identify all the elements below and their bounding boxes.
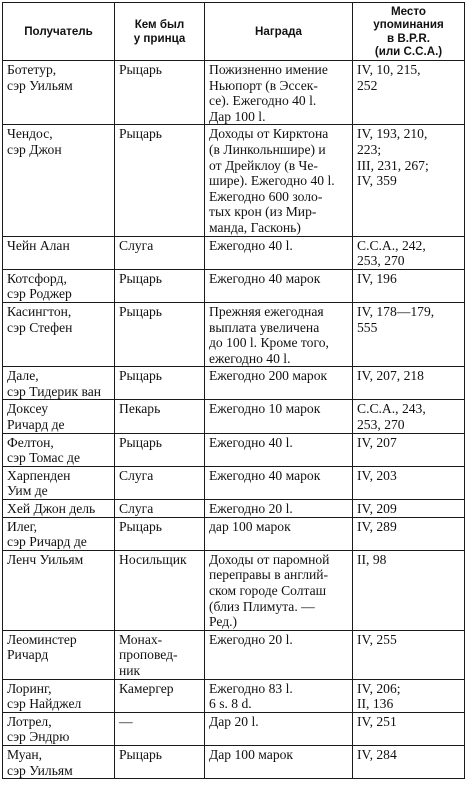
cell-role: Слуга (115, 236, 205, 269)
cell-recipient: Ленч Уильям (3, 550, 115, 630)
awards-table (2, 2, 465, 779)
cell-role: Рыцарь (115, 302, 205, 366)
table-row (3, 433, 465, 466)
cell-recipient: Харпенден Уим де (3, 466, 115, 499)
cell-award: дар 100 марок (205, 517, 353, 550)
cell-reference: IV, 10, 215, 252 (353, 61, 465, 125)
cell-recipient: Доксеу Ричард де (3, 400, 115, 433)
cell-recipient: Леоминстер Ричард (3, 630, 115, 679)
cell-award: Ежегодно 20 l. (205, 500, 353, 518)
cell-role: Рыцарь (115, 433, 205, 466)
cell-role: Рыцарь (115, 745, 205, 778)
cell-reference: C.C.A., 243, 253, 270 (353, 400, 465, 433)
cell-recipient: Илег, сэр Ричард де (3, 517, 115, 550)
cell-reference: IV, 196 (353, 269, 465, 302)
table-row (3, 400, 465, 433)
cell-recipient: Ботетур, сэр Уильям (3, 61, 115, 125)
cell-award: Ежегодно 40 l. (205, 236, 353, 269)
cell-award: Ежегодно 20 l. (205, 630, 353, 679)
cell-role: Камергер (115, 679, 205, 712)
table-header-row (3, 3, 465, 61)
header-reference: Место упоминания в B.P.R. (или С.С.А.) (353, 3, 465, 61)
cell-role: Рыцарь (115, 517, 205, 550)
cell-role: Рыцарь (115, 125, 205, 236)
cell-award: Дар 20 l. (205, 712, 353, 745)
table-row (3, 236, 465, 269)
cell-reference: IV, 207, 218 (353, 367, 465, 400)
cell-award: Доходы от Кирктона (в Линкольншире) и от Дрейклоу (в Че- шире). Ежегодно 40 l. Ежегодно 600 золо- тых крон (из Мир- манда, Гасконь) (205, 125, 353, 236)
table-row (3, 367, 465, 400)
cell-award: Пожизненно имение Ньюпорт (в Эссек- се). Ежегодно 40 l. Дар 100 l. (205, 61, 353, 125)
cell-role: Рыцарь (115, 269, 205, 302)
cell-reference: IV, 207 (353, 433, 465, 466)
cell-role: Пекарь (115, 400, 205, 433)
cell-recipient: Лотрел, сэр Эндрю (3, 712, 115, 745)
cell-reference: IV, 203 (353, 466, 465, 499)
cell-award: Прежняя ежегодная выплата увеличена до 100 l. Кроме того, ежегодно 40 l. (205, 302, 353, 366)
table-row (3, 679, 465, 712)
cell-award: Ежегодно 40 марок (205, 466, 353, 499)
table-row (3, 466, 465, 499)
cell-role: — (115, 712, 205, 745)
cell-role: Носильщик (115, 550, 205, 630)
cell-award: Ежегодно 10 марок (205, 400, 353, 433)
cell-reference: IV, 284 (353, 745, 465, 778)
header-role: Кем был у принца (115, 3, 205, 61)
cell-award: Ежегодно 83 l. 6 s. 8 d. (205, 679, 353, 712)
cell-recipient: Котсфорд, сэр Роджер (3, 269, 115, 302)
table-row (3, 712, 465, 745)
cell-reference: IV, 251 (353, 712, 465, 745)
cell-recipient: Касингтон, сэр Стефен (3, 302, 115, 366)
cell-role: Рыцарь (115, 367, 205, 400)
cell-role: Монах- проповед- ник (115, 630, 205, 679)
cell-reference: IV, 209 (353, 500, 465, 518)
header-recipient: Получатель (3, 3, 115, 61)
cell-award: Ежегодно 40 марок (205, 269, 353, 302)
cell-reference: IV, 206; II, 136 (353, 679, 465, 712)
table-row (3, 125, 465, 236)
cell-recipient: Чейн Алан (3, 236, 115, 269)
cell-recipient: Хей Джон дель (3, 500, 115, 518)
cell-reference: IV, 193, 210, 223; III, 231, 267; IV, 359 (353, 125, 465, 236)
table-row (3, 61, 465, 125)
table-row (3, 269, 465, 302)
cell-recipient: Муан, сэр Уильям (3, 745, 115, 778)
cell-role: Слуга (115, 500, 205, 518)
table-row (3, 500, 465, 518)
cell-award: Дар 100 марок (205, 745, 353, 778)
cell-recipient: Фелтон, сэр Томас де (3, 433, 115, 466)
cell-award: Ежегодно 40 l. (205, 433, 353, 466)
cell-reference: IV, 289 (353, 517, 465, 550)
cell-recipient: Чендос, сэр Джон (3, 125, 115, 236)
table-row (3, 550, 465, 630)
cell-recipient: Лоринг, сэр Найджел (3, 679, 115, 712)
cell-reference: IV, 255 (353, 630, 465, 679)
cell-role: Слуга (115, 466, 205, 499)
cell-award: Доходы от паромной переправы в англий- ском городе Солташ (близ Плимута. — Ред.) (205, 550, 353, 630)
cell-reference: IV, 178—179, 555 (353, 302, 465, 366)
table-row (3, 745, 465, 778)
cell-reference: II, 98 (353, 550, 465, 630)
cell-role: Рыцарь (115, 61, 205, 125)
cell-reference: C.C.A., 242, 253, 270 (353, 236, 465, 269)
cell-award: Ежегодно 200 марок (205, 367, 353, 400)
table-row (3, 517, 465, 550)
table-row (3, 302, 465, 366)
header-award: Награда (205, 3, 353, 61)
cell-recipient: Дале, сэр Тидерик ван (3, 367, 115, 400)
table-row (3, 630, 465, 679)
